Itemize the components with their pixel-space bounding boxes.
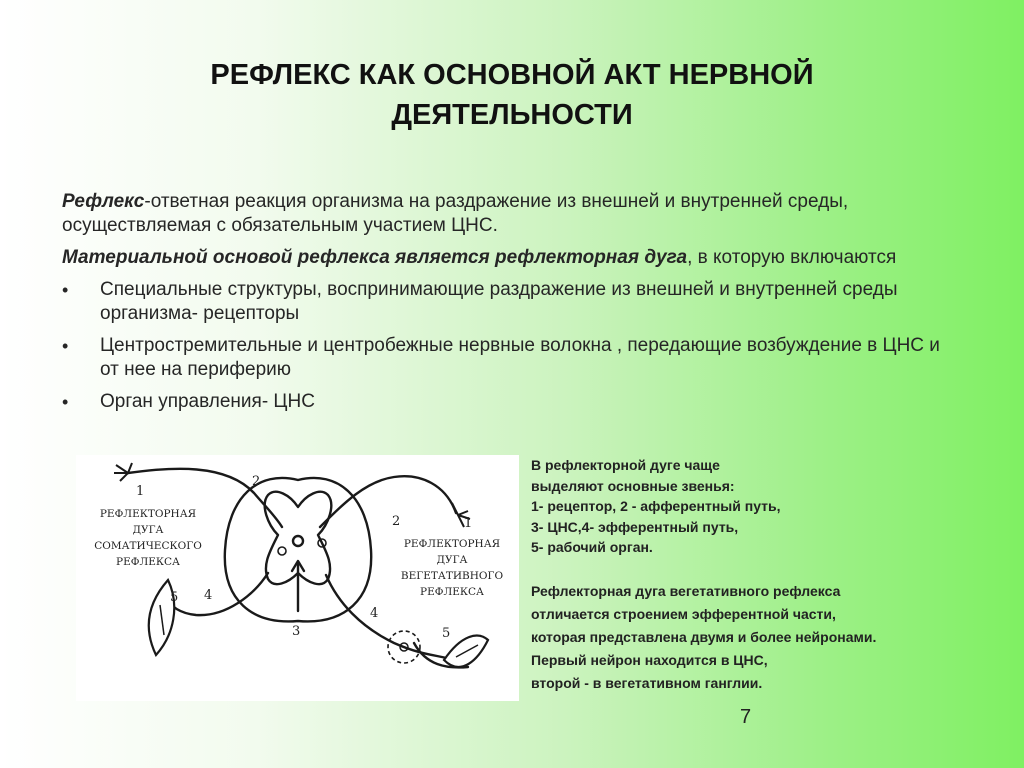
label-number: 1	[136, 484, 145, 499]
somatic-label-line: ДУГА	[132, 524, 164, 536]
bullet-item	[62, 278, 962, 326]
reflex-arc-diagram	[76, 455, 519, 701]
label-number: 4	[370, 606, 379, 621]
page-number: 7	[740, 706, 752, 728]
side-line: 1- рецептор, 2 - афферентный путь,	[531, 498, 781, 514]
vegetative-label-line: ВЕГЕТАТИВНОГО	[400, 570, 504, 582]
central-canal	[293, 536, 303, 546]
basis-emphasis: Материальной основой рефлекса является рефлекторная дуга	[62, 247, 688, 268]
basis-paragraph	[62, 246, 962, 270]
bullet-text: Специальные структуры, воспринимающие раздражение из внешней и внутренней среды организма- рецепторы	[100, 279, 898, 324]
somatic-label-line: РЕФЛЕКСА	[116, 556, 180, 568]
reflex-arc-drawing	[76, 455, 519, 701]
somatic-label-line: СОМАТИЧЕСКОГО	[94, 540, 202, 552]
label-number: 5	[170, 590, 179, 605]
side-line: которая представлена двумя и более нейронами.	[531, 628, 877, 645]
side-line: 3- ЦНС,4- эфферентный путь,	[531, 518, 739, 535]
bullet-dot-icon: •	[62, 336, 69, 356]
left-receptor-icon	[114, 463, 132, 481]
title-line-2: ДЕЯТЕЛЬНОСТИ	[391, 99, 633, 131]
vegetative-reflex-label	[401, 538, 504, 598]
somatic-label-line: РЕФЛЕКТОРНАЯ	[99, 508, 197, 520]
vegetative-label-line: РЕФЛЕКСА	[420, 586, 484, 598]
left-efferent-path	[164, 573, 268, 615]
bullet-dot-icon: •	[62, 280, 69, 300]
side-line: второй - в вегетативном ганглии.	[531, 674, 763, 691]
label-number: 5	[442, 626, 451, 641]
vegetative-label-line: ДУГА	[436, 554, 468, 566]
side-line: выделяют основные звенья:	[531, 477, 735, 494]
side-line: отличается строением эфферентной части,	[531, 605, 836, 622]
label-number: 2	[392, 514, 401, 529]
side-line: В рефлекторной дуге чаще	[531, 457, 720, 473]
side-line: 5- рабочий орган.	[531, 539, 653, 555]
side-spacer	[531, 558, 1001, 580]
bullet-text: Центростремительные и центробежные нервные волокна , передающие возбуждение в ЦНС и от нее на периферию	[100, 335, 940, 380]
definition-text: -ответная реакция организма на раздражение из внешней и внутренней среды, осуществляемая с обязательным участием ЦНС.	[62, 191, 849, 236]
bullet-text: Орган управления- ЦНС	[100, 391, 315, 412]
main-text	[62, 190, 962, 422]
label-number: 1	[464, 516, 473, 531]
label-number: 2	[252, 474, 261, 489]
definition-paragraph	[62, 190, 962, 238]
slide-title	[100, 55, 924, 135]
label-number: 3	[292, 624, 301, 639]
bullet-dot-icon: •	[62, 392, 69, 412]
basis-text: , в которую включаются	[687, 247, 897, 268]
definition-term: Рефлекс	[62, 191, 145, 212]
bullet-item	[62, 390, 962, 414]
side-notes	[531, 455, 1001, 695]
bullet-item	[62, 334, 962, 382]
side-line: Рефлекторная дуга вегетативного рефлекса	[531, 582, 841, 599]
label-number: 4	[204, 588, 213, 603]
title-line-1: РЕФЛЕКС КАК ОСНОВНОЙ АКТ НЕРВНОЙ	[210, 59, 814, 91]
somatic-reflex-label	[94, 508, 202, 568]
interneuron-body	[278, 547, 286, 555]
side-line: Первый нейрон находится в ЦНС,	[531, 651, 768, 668]
vegetative-label-line: РЕФЛЕКТОРНАЯ	[403, 538, 501, 550]
